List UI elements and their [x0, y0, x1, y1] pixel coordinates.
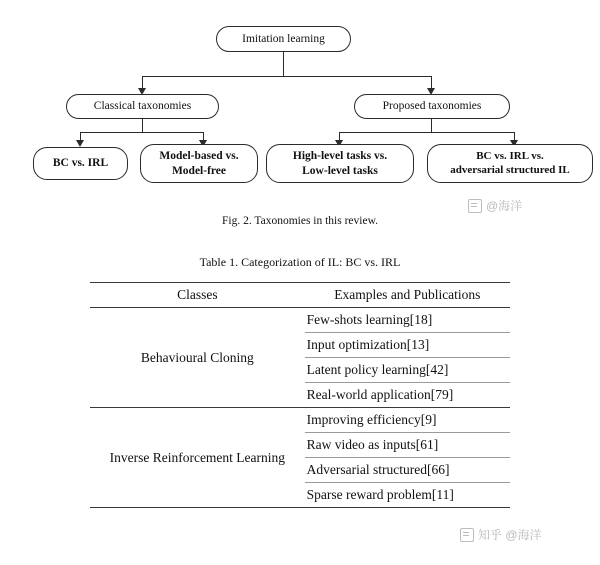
table-bottom-rule: [90, 508, 510, 518]
table-cell-class-bc: Behavioural Cloning: [90, 308, 305, 408]
table-cell-example: Input optimization[13]: [305, 333, 510, 358]
node-imitation-learning: Imitation learning: [216, 26, 351, 52]
table-cell-example: Raw video as inputs[61]: [305, 433, 510, 458]
node-proposed-taxonomies: Proposed taxonomies: [354, 94, 510, 119]
zhihu-logo-icon: [468, 199, 482, 213]
table-cell-example: Improving efficiency[9]: [305, 408, 510, 433]
table-section: [0, 255, 600, 517]
il-categorization-table: [90, 282, 510, 517]
watermark-bottom: [460, 526, 542, 543]
node-bc-vs-irl-vs-adversarial: BC vs. IRL vs. adversarial structured IL: [427, 144, 593, 183]
table-cell-class-irl: Inverse Reinforcement Learning: [90, 408, 305, 508]
node-high-level-vs-low-level-tasks: High-level tasks vs. Low-level tasks: [266, 144, 414, 183]
table-cell-example: Adversarial structured[66]: [305, 458, 510, 483]
table-cell-example: Few-shots learning[18]: [305, 308, 510, 333]
table-title: Table 1. Categorization of IL: BC vs. IRL: [199, 255, 401, 269]
edge-classical-bus: [80, 132, 204, 133]
figure-caption: Fig. 2. Taxonomies in this review.: [221, 215, 379, 227]
table-header-examples: Examples and Publications: [305, 283, 510, 308]
zhihu-logo-icon: [460, 528, 474, 542]
node-model-based-vs-model-free: Model-based vs. Model-free: [140, 144, 258, 183]
edge-proposed-stem: [431, 119, 432, 132]
table-header-row: [90, 283, 510, 308]
table-bottom-rule-right: [305, 508, 510, 518]
node-classical-taxonomies: Classical taxonomies: [66, 94, 219, 119]
edge-proposed-bus: [339, 132, 515, 133]
table-cell-example: Sparse reward problem[11]: [306, 487, 454, 502]
watermark-text: 知乎 @海洋: [478, 528, 542, 542]
arrowhead-bc-irl: [76, 140, 84, 147]
table-row: [90, 408, 510, 433]
edge-root-stem: [283, 52, 284, 76]
table-cell-example: Real-world application[79]: [306, 387, 454, 402]
edge-classical-stem: [142, 119, 143, 132]
edge-root-bus: [142, 76, 432, 77]
table-row: [90, 308, 510, 333]
table-cell-example: Latent policy learning[42]: [305, 358, 510, 383]
node-bc-vs-irl: BC vs. IRL: [33, 147, 128, 180]
table-header-classes: Classes: [90, 283, 305, 308]
watermark-top: [468, 197, 522, 214]
watermark-text: @海洋: [486, 199, 523, 213]
table-bottom-rule-left: [90, 508, 305, 518]
